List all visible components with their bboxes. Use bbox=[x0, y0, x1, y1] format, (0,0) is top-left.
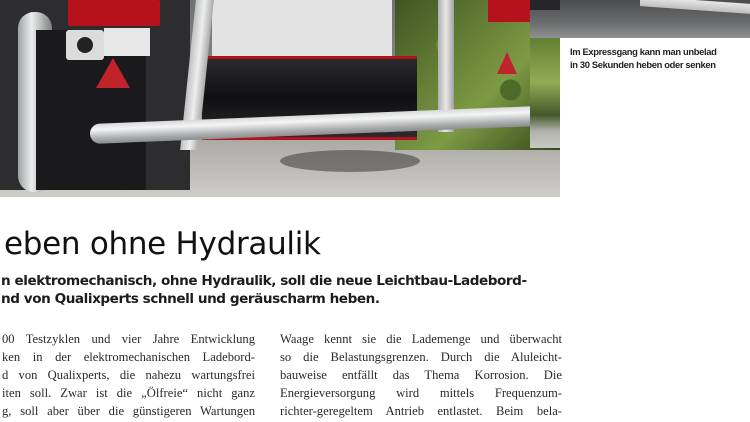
deck-line: nd von Qualixperts schnell und geräuscharm heben. bbox=[1, 291, 380, 307]
photo-plate bbox=[104, 28, 150, 56]
photo-truck-edge bbox=[640, 0, 750, 14]
body-line: 00 Testzyklen und vier Jahre Entwicklung bbox=[2, 332, 255, 346]
body-line: richter-geregeltem Antrieb entlastet. Beim bela- bbox=[280, 404, 562, 419]
photo-caption bbox=[570, 45, 750, 71]
body-line: Energieversorgung wird mittels Frequenzum- bbox=[280, 386, 562, 401]
body-line: iten soll. Zwar ist die „Ölfreie“ nicht ganz bbox=[2, 386, 255, 401]
reflector-triangle-icon bbox=[96, 58, 130, 88]
article-deck bbox=[1, 272, 527, 308]
photo-control-box bbox=[212, 0, 392, 56]
caption-line: in 30 Sekunden heben oder senken bbox=[570, 59, 716, 70]
body-line: d von Qualixperts, die nahezu wartungsfrei bbox=[2, 368, 255, 383]
body-line: so die Belastungsgrenzen. Durch die Aluleicht- bbox=[280, 350, 562, 365]
body-line: Waage kennt sie die Lademenge und überwacht bbox=[280, 332, 562, 346]
main-photo-trailer-tail-lift bbox=[0, 0, 560, 201]
photo-shadow bbox=[280, 150, 420, 172]
body-column-2 bbox=[280, 330, 562, 420]
photo-taillight-left bbox=[68, 0, 160, 26]
caption-line: Im Expressgang kann man unbelad bbox=[570, 46, 717, 57]
body-column-1 bbox=[2, 330, 255, 420]
deck-line: n elektromechanisch, ohne Hydraulik, soll die neue Leichtbau-Ladebord- bbox=[1, 273, 527, 289]
photo-taillight-right bbox=[488, 0, 530, 22]
body-line: ken in der elektromechanischen Ladebord- bbox=[2, 350, 255, 365]
side-photo-truck bbox=[530, 0, 750, 38]
reflector-triangle-icon bbox=[497, 52, 517, 74]
body-line: g, soll aber über die günstigeren Wartungen bbox=[2, 404, 255, 419]
side-photo-foliage-strip bbox=[530, 38, 560, 148]
body-line: bauweise entfällt das Thema Korrosion. Die bbox=[280, 368, 562, 383]
article-headline: eben ohne Hydraulik bbox=[4, 226, 321, 262]
photo-power-socket bbox=[66, 30, 104, 60]
photo-sign bbox=[530, 0, 560, 10]
